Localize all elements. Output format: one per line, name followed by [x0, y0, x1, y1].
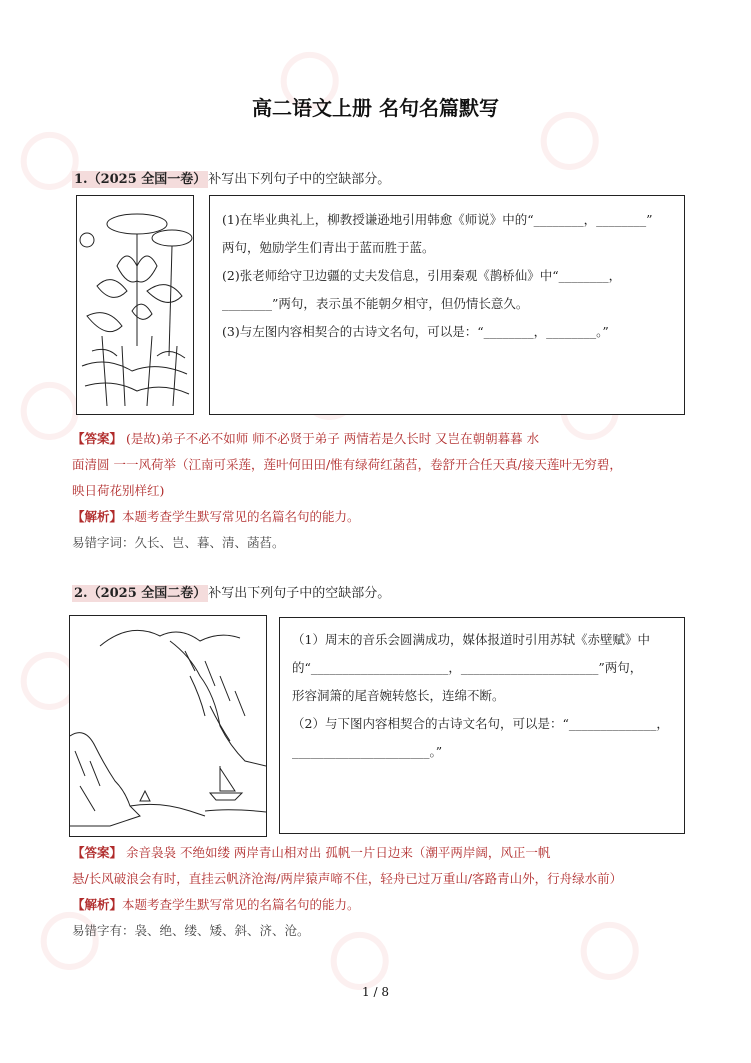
error-note: 易错字有：袅、绝、缕、矮、斜、济、沧。: [72, 923, 310, 938]
mountain-boat-illustration: [69, 615, 267, 837]
question-item: (2)张老师给守卫边疆的丈夫发信息，引用秦观《鹊桥仙》中“________，: [222, 268, 622, 283]
question-item: 两句，勉励学生们青出于蓝而胜于蓝。: [222, 240, 435, 255]
question-1-header: [72, 168, 390, 187]
answer-label: 【答案】: [72, 431, 123, 446]
question-2-answer: [72, 840, 682, 944]
answer-line: (是故)弟子不必不如师 师不必贤于弟子 两情若是久长时 又岂在朝朝暮暮 水: [122, 431, 540, 446]
question-item: ______________________。”: [292, 744, 443, 759]
question-1-answer: [72, 426, 682, 556]
error-note: 易错字词：久长、岂、暮、清、菡萏。: [72, 535, 285, 550]
page-number: 1 / 8: [362, 985, 389, 999]
question-instruction: 补写出下列句子中的空缺部分。: [208, 172, 391, 187]
question-item: (3)与左图内容相契合的古诗文名句，可以是：“________，________。”: [222, 324, 609, 339]
analysis-label: 【解析】: [72, 897, 123, 912]
question-number: 1.（2025 全国一卷）: [74, 172, 207, 187]
answer-line: 悬/长风破浪会有时，直挂云帆济沧海/两岸猿声啼不住，轻舟已过万重山/客路青山外，行舟绿水前）: [72, 871, 623, 886]
lotus-illustration: [76, 195, 194, 415]
analysis-text: 本题考查学生默写常见的名篇名句的能力。: [122, 897, 360, 912]
question-item: 形容洞箫的尾音婉转悠长，连绵不断。: [292, 688, 505, 703]
question-item: 的“______________________，______________________”两句，: [292, 660, 643, 675]
answer-line: 余音袅袅 不绝如缕 两岸青山相对出 孤帆一片日边来（潮平两岸阔，风正一帆: [122, 845, 551, 860]
lotus-drawing: [77, 196, 193, 414]
page-title: 高二语文上册 名句名篇默写: [252, 96, 499, 120]
question-item: (1)在毕业典礼上，柳教授谦逊地引用韩愈《师说》中的“________，________”: [222, 212, 653, 227]
question-2-header: [72, 582, 390, 601]
question-item: ________”两句，表示虽不能朝夕相守，但仍情长意久。: [222, 296, 529, 311]
question-number: 2.（2025 全国二卷）: [74, 586, 207, 601]
answer-line: 映日荷花别样红): [72, 483, 165, 498]
analysis-text: 本题考查学生默写常见的名篇名句的能力。: [122, 509, 360, 524]
question-item: （2）与下图内容相契合的古诗文名句，可以是：“______________，: [292, 716, 669, 731]
mountain-drawing: [70, 616, 266, 836]
watermark-logo: [9, 116, 95, 202]
question-instruction: 补写出下列句子中的空缺部分。: [208, 586, 391, 601]
question-1-textbox: [209, 195, 685, 415]
analysis-label: 【解析】: [72, 509, 123, 524]
answer-line: 面清圆 一一风荷举（江南可采莲，莲叶何田田/惟有绿荷红菡萏，卷舒开合任天真/接天莲叶无穷碧，: [72, 457, 622, 472]
answer-label: 【答案】: [72, 845, 123, 860]
question-2-textbox: [279, 617, 685, 834]
question-item: （1）周末的音乐会圆满成功，媒体报道时引用苏轼《赤壁赋》中: [292, 632, 650, 647]
